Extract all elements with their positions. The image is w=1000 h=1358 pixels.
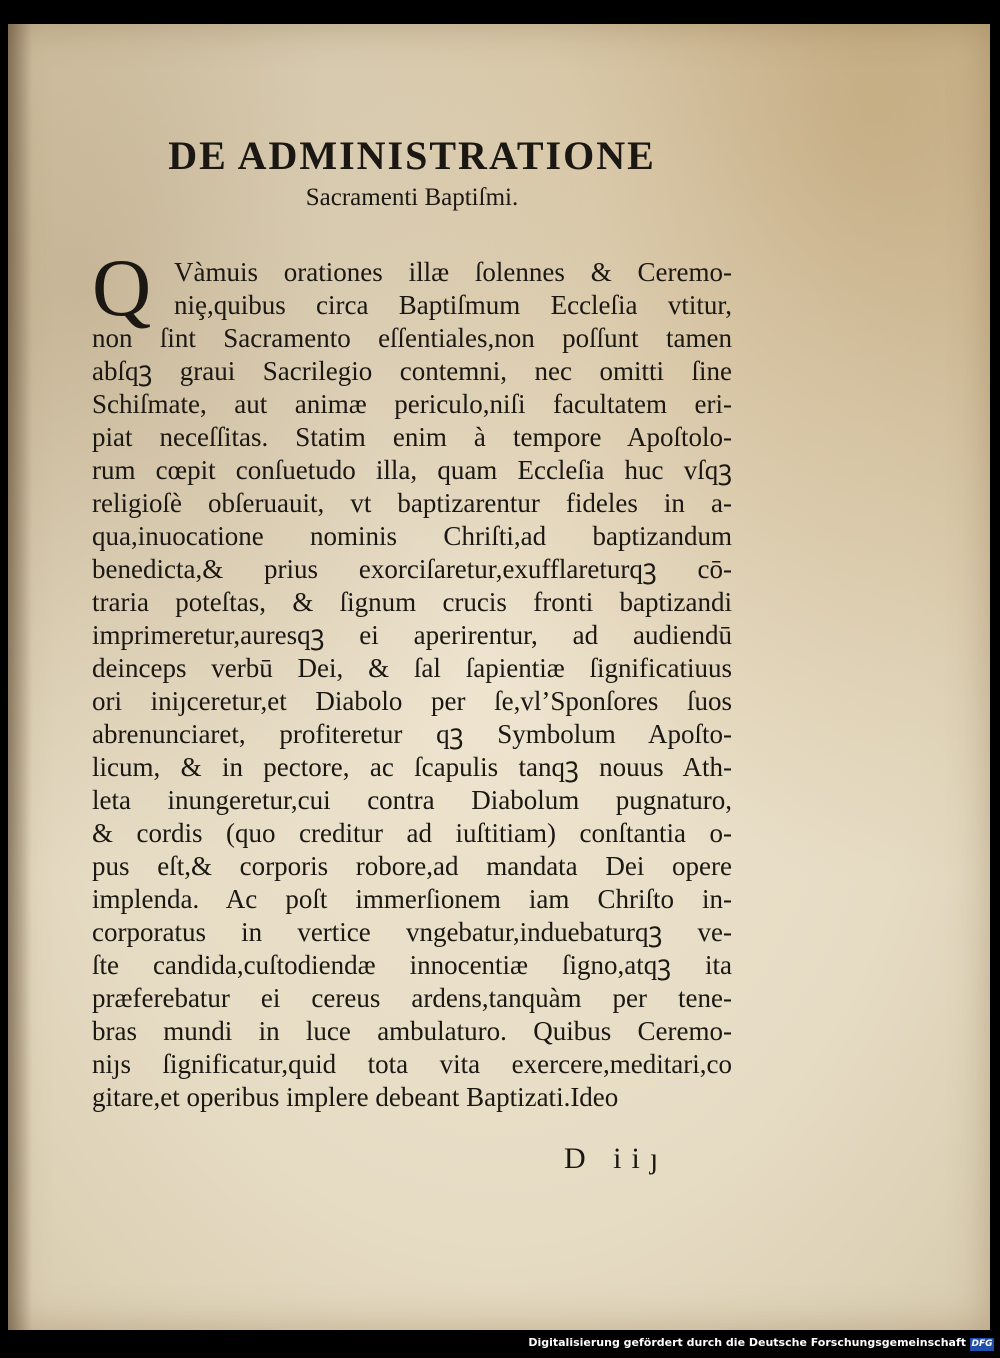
dfg-logo-icon: DFG bbox=[971, 1339, 993, 1349]
text-line: ſte candida,cuſtodiendæ innocentiæ ſigno,atqꝫ ita bbox=[92, 950, 732, 980]
text-line: niȷs ſignificatur,quid tota vita exercere,meditari,co bbox=[92, 1049, 732, 1079]
funding-credit: Digitalisierung gefördert durch die Deutsche Forschungsgemeinschaft bbox=[528, 1336, 966, 1349]
text-line: implenda. Ac poſt immerſionem iam Chriſto in- bbox=[92, 884, 732, 914]
text-line: & cordis (quo creditur ad iuſtitiam) conſtantia o- bbox=[92, 818, 732, 848]
text-line: bras mundi in luce ambulaturo. Quibus Ceremo- bbox=[92, 1016, 732, 1046]
text-line: pus eſt,& corporis robore,ad mandata Dei opere bbox=[92, 851, 732, 881]
text-line: abrenunciaret, profiteretur qꝫ Symbolum Apoſto- bbox=[92, 719, 732, 749]
text-line: licum, & in pectore, ac ſcapulis tanqꝫ nouus Ath- bbox=[92, 752, 732, 782]
text-block bbox=[92, 134, 732, 1114]
text-line: præferebatur ei cereus ardens,tanquàm per tene- bbox=[92, 983, 732, 1013]
text-line: ori iniȷceretur,et Diabolo per ſe,vl’Sponſores ſuos bbox=[92, 686, 732, 716]
text-line: benedicta,& prius exorciſaretur,exufflareturqꝫ cō- bbox=[92, 554, 732, 584]
drop-cap-initial: Q bbox=[92, 242, 152, 333]
text-line: piat neceſſitas. Statim enim à tempore Apoſtolo- bbox=[92, 422, 732, 452]
text-line: qua,inuocatione nominis Chriſti,ad baptizandum bbox=[92, 521, 732, 551]
footer-bar bbox=[0, 1330, 1000, 1358]
chapter-subheading: Sacramenti Baptiſmi. bbox=[305, 184, 519, 211]
text-line: niȩ,quibus circa Baptiſmum Eccleſia vtitur, bbox=[174, 290, 732, 320]
text-line: Schiſmate, aut animæ periculo,niſi facultatem eri- bbox=[92, 389, 732, 419]
book-page bbox=[8, 24, 990, 1330]
text-line: corporatus in vertice vngebatur,induebaturqꝫ ve- bbox=[92, 917, 732, 947]
body-text bbox=[92, 242, 732, 1114]
text-line: Vàmuis orationes illæ ſolennes & Ceremo- bbox=[174, 257, 732, 287]
text-line: non ſint Sacramento eſſentiales,non poſſunt tamen bbox=[92, 323, 732, 353]
text-line: abſqꝫ graui Sacrilegio contemni, nec omitti ſine bbox=[92, 356, 732, 386]
text-line: religioſè obſeruauit, vt baptizarentur fideles in a- bbox=[92, 488, 732, 518]
signature-mark: D iiȷ bbox=[564, 1142, 669, 1175]
text-line: leta inungeretur,cui contra Diabolum pugnaturo, bbox=[92, 785, 732, 815]
text-line: rum cœpit conſuetudo illa, quam Eccleſia huc vſqꝫ bbox=[92, 455, 732, 485]
text-line: imprimeretur,auresqꝫ ei aperirentur, ad audiendū bbox=[92, 620, 732, 650]
text-line: traria poteſtas, & ſignum crucis fronti baptizandi bbox=[92, 587, 732, 617]
text-line: deinceps verbū Dei, & ſal ſapientiæ ſignificatiuus bbox=[92, 653, 732, 683]
chapter-heading: DE ADMINISTRATIONE bbox=[168, 133, 656, 178]
text-line: gitare,et operibus implere debeant Baptizati.Ideo bbox=[92, 1082, 619, 1112]
